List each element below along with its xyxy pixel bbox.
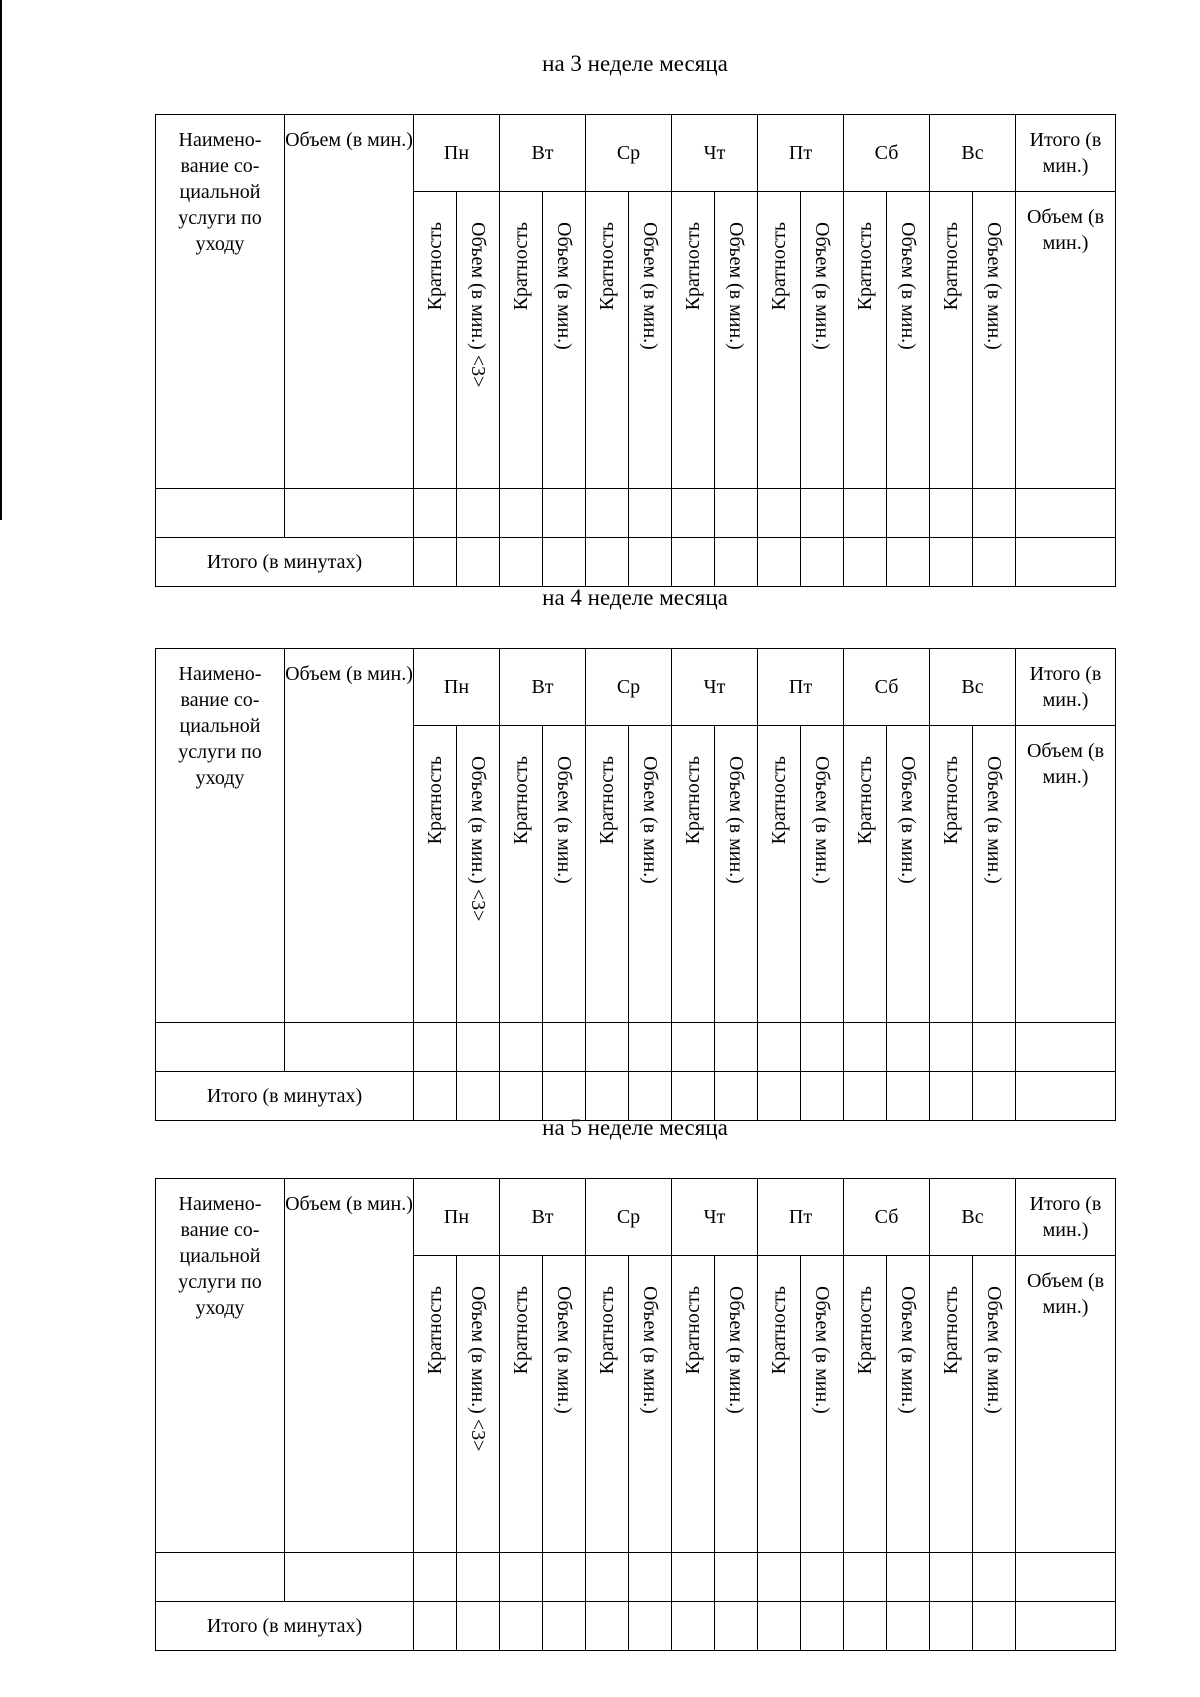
empty-cell	[1016, 538, 1116, 587]
subheader-volume	[715, 1256, 758, 1553]
empty-cell	[543, 538, 586, 587]
header-service-name	[156, 115, 285, 489]
empty-cell	[758, 538, 801, 587]
empty-cell	[801, 1023, 844, 1072]
header-total: Итого (в мин.)	[1016, 115, 1116, 192]
volume-label: Объем (в мин.)	[639, 1286, 661, 1414]
table-row	[156, 1553, 1116, 1602]
empty-cell	[1016, 1023, 1116, 1072]
subheader-volume	[887, 1256, 930, 1553]
subheader-multiplicity	[844, 192, 887, 489]
empty-cell	[844, 1023, 887, 1072]
multiplicity-label: Кратность	[682, 222, 704, 311]
empty-cell	[543, 1023, 586, 1072]
empty-cell	[672, 1553, 715, 1602]
volume-label: Объем (в мин.)	[725, 756, 747, 884]
empty-cell	[930, 1602, 973, 1651]
header-service-volume	[285, 649, 414, 1023]
day-header-mon: Пн	[414, 115, 500, 192]
subheader-volume	[715, 726, 758, 1023]
empty-cell	[715, 1553, 758, 1602]
multiplicity-label: Кратность	[510, 1286, 532, 1375]
multiplicity-label: Кратность	[854, 756, 876, 845]
subheader-multiplicity	[586, 192, 629, 489]
empty-cell	[672, 1602, 715, 1651]
empty-cell	[156, 1023, 285, 1072]
empty-cell	[457, 489, 500, 538]
empty-cell	[629, 1023, 672, 1072]
empty-cell	[629, 1553, 672, 1602]
empty-cell	[457, 538, 500, 587]
subheader-volume	[973, 1256, 1016, 1553]
sum-row-label: Итого (в минутах)	[156, 538, 414, 587]
service-name-label: Наимено-вание со-циальной услуги по уходу	[178, 1193, 262, 1319]
sum-row	[156, 538, 1116, 587]
empty-cell	[887, 1023, 930, 1072]
empty-cell	[715, 489, 758, 538]
care-schedule-table	[155, 1178, 1116, 1651]
volume-label: Объем (в мин.)	[811, 756, 833, 884]
volume-label: Объем (в мин.)	[811, 222, 833, 350]
empty-cell	[801, 1553, 844, 1602]
volume-label: Объем (в мин.)	[639, 756, 661, 884]
empty-cell	[930, 1553, 973, 1602]
day-header-wed: Ср	[586, 115, 672, 192]
multiplicity-label: Кратность	[510, 222, 532, 311]
table-row	[156, 489, 1116, 538]
empty-cell	[586, 1602, 629, 1651]
empty-cell	[801, 489, 844, 538]
header-service-name	[156, 1179, 285, 1553]
subheader-multiplicity	[500, 726, 543, 1023]
sum-row-label: Итого (в минутах)	[156, 1602, 414, 1651]
empty-cell	[1016, 1553, 1116, 1602]
volume-label: Объем (в мин.)	[983, 222, 1006, 350]
empty-cell	[629, 1602, 672, 1651]
volume-label: Объем (в мин.)	[897, 756, 919, 884]
subheader-volume	[887, 726, 930, 1023]
subheader-volume	[973, 192, 1016, 489]
day-header-sat: Сб	[844, 115, 930, 192]
empty-cell	[500, 538, 543, 587]
volume-label: Объем (в мин.)	[725, 222, 747, 350]
day-header-wed: Ср	[586, 649, 672, 726]
subheader-volume	[887, 192, 930, 489]
day-header-sat: Сб	[844, 1179, 930, 1256]
empty-cell	[414, 538, 457, 587]
volume-label: Объем (в мин.)	[553, 756, 575, 884]
empty-cell	[285, 1023, 414, 1072]
subheader-multiplicity	[500, 1256, 543, 1553]
multiplicity-label: Кратность	[940, 1286, 963, 1375]
empty-cell	[414, 1023, 457, 1072]
subheader-multiplicity	[414, 1256, 457, 1553]
empty-cell	[887, 1602, 930, 1651]
day-header-thu: Чт	[672, 649, 758, 726]
subheader-volume	[629, 726, 672, 1023]
header-total: Итого (в мин.)	[1016, 649, 1116, 726]
multiplicity-label: Кратность	[510, 756, 532, 845]
subheader-multiplicity	[844, 726, 887, 1023]
subheader-multiplicity	[758, 192, 801, 489]
empty-cell	[1016, 1602, 1116, 1651]
subheader-volume	[629, 192, 672, 489]
volume-label: Объем (в мин.)	[897, 1286, 919, 1414]
care-schedule-table	[155, 114, 1116, 587]
service-volume-label: Объем (в мин.)	[285, 663, 413, 685]
multiplicity-label: Кратность	[596, 222, 618, 311]
empty-cell	[844, 1602, 887, 1651]
volume-label: Объем (в мин.)	[553, 222, 575, 350]
sum-row	[156, 1602, 1116, 1651]
empty-cell	[887, 538, 930, 587]
subheader-volume	[457, 1256, 500, 1553]
subheader-multiplicity	[500, 192, 543, 489]
empty-cell	[758, 1023, 801, 1072]
empty-cell	[844, 538, 887, 587]
empty-cell	[758, 1602, 801, 1651]
subheader-multiplicity	[930, 726, 973, 1023]
subheader-volume	[801, 192, 844, 489]
subheader-volume	[973, 726, 1016, 1023]
empty-cell	[500, 1602, 543, 1651]
multiplicity-label: Кратность	[682, 1286, 704, 1375]
subheader-volume	[543, 192, 586, 489]
empty-cell	[973, 1553, 1016, 1602]
empty-cell	[500, 489, 543, 538]
empty-cell	[500, 1023, 543, 1072]
subheader-multiplicity	[586, 726, 629, 1023]
subheader-multiplicity	[930, 1256, 973, 1553]
day-header-sun: Вс	[930, 1179, 1016, 1256]
empty-cell	[801, 1602, 844, 1651]
volume-label: Объем (в мин.) <3>	[467, 222, 489, 388]
subheader-multiplicity	[758, 1256, 801, 1553]
empty-cell	[629, 489, 672, 538]
header-service-volume	[285, 115, 414, 489]
section-title: на 5 неделе месяца	[542, 1115, 728, 1140]
day-header-fri: Пт	[758, 1179, 844, 1256]
subheader-volume	[543, 1256, 586, 1553]
empty-cell	[715, 538, 758, 587]
empty-cell	[414, 1553, 457, 1602]
subheader-multiplicity	[930, 192, 973, 489]
empty-cell	[629, 538, 672, 587]
day-header-sat: Сб	[844, 649, 930, 726]
section-title: на 3 неделе месяца	[542, 51, 728, 76]
multiplicity-label: Кратность	[854, 222, 876, 311]
subheader-multiplicity	[672, 192, 715, 489]
volume-label: Объем (в мин.)	[639, 222, 661, 350]
subheader-total-volume: Объем (в мин.)	[1016, 192, 1116, 489]
empty-cell	[586, 1553, 629, 1602]
empty-cell	[973, 538, 1016, 587]
volume-label: Объем (в мин.)	[897, 222, 919, 350]
empty-cell	[844, 489, 887, 538]
empty-cell	[801, 538, 844, 587]
header-service-name	[156, 649, 285, 1023]
header-service-volume	[285, 1179, 414, 1553]
empty-cell	[543, 1602, 586, 1651]
care-schedule-table	[155, 648, 1116, 1121]
empty-cell	[715, 1602, 758, 1651]
table-row	[156, 1023, 1116, 1072]
day-header-fri: Пт	[758, 115, 844, 192]
empty-cell	[844, 1553, 887, 1602]
empty-cell	[758, 489, 801, 538]
subheader-volume	[801, 1256, 844, 1553]
multiplicity-label: Кратность	[424, 222, 446, 311]
subheader-multiplicity	[414, 192, 457, 489]
page-edge-line	[0, 0, 2, 520]
empty-cell	[586, 1023, 629, 1072]
multiplicity-label: Кратность	[768, 1286, 790, 1375]
subheader-volume	[457, 192, 500, 489]
subheader-volume	[457, 726, 500, 1023]
subheader-multiplicity	[758, 726, 801, 1023]
empty-cell	[414, 1602, 457, 1651]
day-header-thu: Чт	[672, 115, 758, 192]
empty-cell	[973, 1023, 1016, 1072]
subheader-total-volume: Объем (в мин.)	[1016, 726, 1116, 1023]
multiplicity-label: Кратность	[424, 1286, 446, 1375]
multiplicity-label: Кратность	[768, 222, 790, 311]
subheader-multiplicity	[672, 726, 715, 1023]
day-header-tue: Вт	[500, 1179, 586, 1256]
day-header-mon: Пн	[414, 1179, 500, 1256]
multiplicity-label: Кратность	[596, 756, 618, 845]
empty-cell	[543, 489, 586, 538]
empty-cell	[887, 489, 930, 538]
multiplicity-label: Кратность	[682, 756, 704, 845]
service-name-label: Наимено-вание со-циальной услуги по уходу	[178, 663, 262, 789]
subheader-volume	[801, 726, 844, 1023]
multiplicity-label: Кратность	[854, 1286, 876, 1375]
subheader-multiplicity	[672, 1256, 715, 1553]
empty-cell	[586, 489, 629, 538]
empty-cell	[672, 1023, 715, 1072]
empty-cell	[973, 1602, 1016, 1651]
empty-cell	[543, 1553, 586, 1602]
empty-cell	[457, 1023, 500, 1072]
day-header-tue: Вт	[500, 115, 586, 192]
volume-label: Объем (в мин.)	[811, 1286, 833, 1414]
subheader-volume	[715, 192, 758, 489]
empty-cell	[758, 1553, 801, 1602]
empty-cell	[156, 1553, 285, 1602]
empty-cell	[414, 489, 457, 538]
multiplicity-label: Кратность	[940, 756, 963, 845]
volume-label: Объем (в мин.)	[983, 1286, 1006, 1414]
empty-cell	[930, 489, 973, 538]
empty-cell	[973, 489, 1016, 538]
empty-cell	[457, 1602, 500, 1651]
volume-label: Объем (в мин.)	[553, 1286, 575, 1414]
multiplicity-label: Кратность	[424, 756, 446, 845]
empty-cell	[586, 538, 629, 587]
service-name-label: Наимено-вание со-циальной услуги по уходу	[178, 129, 262, 255]
empty-cell	[887, 1553, 930, 1602]
empty-cell	[672, 538, 715, 587]
empty-cell	[672, 489, 715, 538]
day-header-sun: Вс	[930, 649, 1016, 726]
volume-label: Объем (в мин.)	[983, 756, 1006, 884]
empty-cell	[457, 1553, 500, 1602]
multiplicity-label: Кратность	[940, 222, 963, 311]
volume-label: Объем (в мин.) <3>	[467, 756, 489, 922]
empty-cell	[285, 489, 414, 538]
subheader-total-volume: Объем (в мин.)	[1016, 1256, 1116, 1553]
day-header-thu: Чт	[672, 1179, 758, 1256]
empty-cell	[156, 489, 285, 538]
multiplicity-label: Кратность	[596, 1286, 618, 1375]
empty-cell	[930, 538, 973, 587]
day-header-mon: Пн	[414, 649, 500, 726]
multiplicity-label: Кратность	[768, 756, 790, 845]
empty-cell	[1016, 489, 1116, 538]
empty-cell	[930, 1023, 973, 1072]
day-header-tue: Вт	[500, 649, 586, 726]
volume-label: Объем (в мин.)	[725, 1286, 747, 1414]
service-volume-label: Объем (в мин.)	[285, 1193, 413, 1215]
subheader-multiplicity	[586, 1256, 629, 1553]
subheader-volume	[629, 1256, 672, 1553]
empty-cell	[500, 1553, 543, 1602]
subheader-multiplicity	[414, 726, 457, 1023]
service-volume-label: Объем (в мин.)	[285, 129, 413, 151]
day-header-wed: Ср	[586, 1179, 672, 1256]
volume-label: Объем (в мин.) <3>	[467, 1286, 489, 1452]
sum-row-label: Итого (в минутах)	[156, 1072, 414, 1121]
section-title: на 4 неделе месяца	[542, 585, 728, 610]
empty-cell	[715, 1023, 758, 1072]
subheader-multiplicity	[844, 1256, 887, 1553]
empty-cell	[285, 1553, 414, 1602]
day-header-sun: Вс	[930, 115, 1016, 192]
subheader-volume	[543, 726, 586, 1023]
header-total: Итого (в мин.)	[1016, 1179, 1116, 1256]
day-header-fri: Пт	[758, 649, 844, 726]
